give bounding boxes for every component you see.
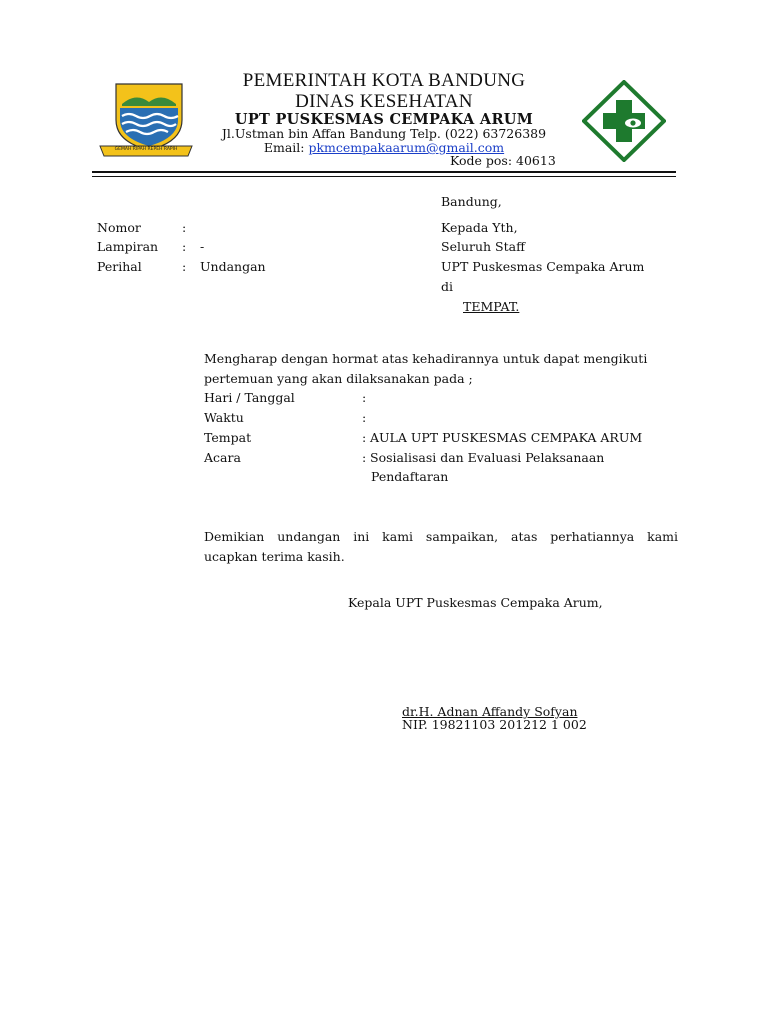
lampiran-label: Lampiran bbox=[97, 239, 159, 254]
detail-sep: : bbox=[362, 430, 367, 445]
detail-value: Sosialisasi dan Evaluasi Pelaksanaan bbox=[370, 450, 605, 465]
nomor-sep: : bbox=[182, 220, 187, 235]
intro-line-2: pertemuan yang akan dilaksanakan pada ; bbox=[204, 371, 473, 386]
bandung-city-logo bbox=[96, 80, 196, 160]
detail-sep: : bbox=[362, 410, 367, 425]
detail-value: AULA UPT PUSKESMAS CEMPAKA ARUM bbox=[370, 430, 643, 445]
recipient-org: UPT Puskesmas Cempaka Arum bbox=[441, 259, 645, 274]
signature-title: Kepala UPT Puskesmas Cempaka Arum, bbox=[348, 595, 603, 610]
address: Jl.Ustman bin Affan Bandung Telp. (022) 63726389 bbox=[221, 126, 547, 141]
puskesmas-logo bbox=[582, 80, 666, 162]
recipient-di: di bbox=[441, 279, 453, 294]
logo-motto: GEMAH RIPAH REPEH RAPIH bbox=[114, 147, 178, 152]
recipient-greeting: Kepada Yth, bbox=[441, 220, 518, 235]
closing-line-2: ucapkan terima kasih. bbox=[204, 549, 345, 564]
email-label: Email: bbox=[263, 140, 309, 155]
lampiran-sep: : bbox=[182, 239, 187, 254]
perihal-sep: : bbox=[182, 259, 187, 274]
perihal-label: Perihal bbox=[97, 259, 142, 274]
letterhead-rule-thick bbox=[92, 171, 676, 173]
recipient-staff: Seluruh Staff bbox=[441, 239, 525, 254]
nomor-label: Nomor bbox=[97, 220, 141, 235]
postal-code: Kode pos: 40613 bbox=[450, 153, 556, 168]
place-date: Bandung, bbox=[441, 194, 502, 209]
detail-label: Hari / Tanggal bbox=[204, 390, 295, 405]
perihal-value: Undangan bbox=[200, 259, 266, 274]
government-name: PEMERINTAH KOTA BANDUNG bbox=[242, 70, 526, 91]
detail-label: Waktu bbox=[204, 410, 244, 425]
signature-nip: NIP. 19821103 201212 1 002 bbox=[402, 717, 587, 732]
detail-label: Acara bbox=[204, 450, 241, 465]
email-link[interactable]: pkmcempakaarum@gmail.com bbox=[308, 140, 505, 155]
detail-label: Tempat bbox=[204, 430, 252, 445]
closing-line-1: Demikian undangan ini kami sampaikan, atas perhatiannya kami bbox=[204, 529, 678, 544]
puskesmas-name: UPT PUSKESMAS CEMPAKA ARUM bbox=[234, 111, 534, 128]
detail-sep: : bbox=[362, 450, 367, 465]
department-name: DINAS KESEHATAN bbox=[295, 91, 473, 112]
detail-value-continued: Pendaftaran bbox=[371, 469, 449, 484]
letterhead-rule-thin bbox=[92, 176, 676, 177]
intro-line-1: Mengharap dengan hormat atas kehadirannya untuk dapat mengikuti bbox=[204, 351, 648, 366]
recipient-place: TEMPAT. bbox=[463, 299, 520, 314]
detail-sep: : bbox=[362, 390, 367, 405]
signature-name: dr.H. Adnan Affandy Sofyan bbox=[402, 704, 578, 719]
lampiran-value: - bbox=[200, 239, 205, 254]
